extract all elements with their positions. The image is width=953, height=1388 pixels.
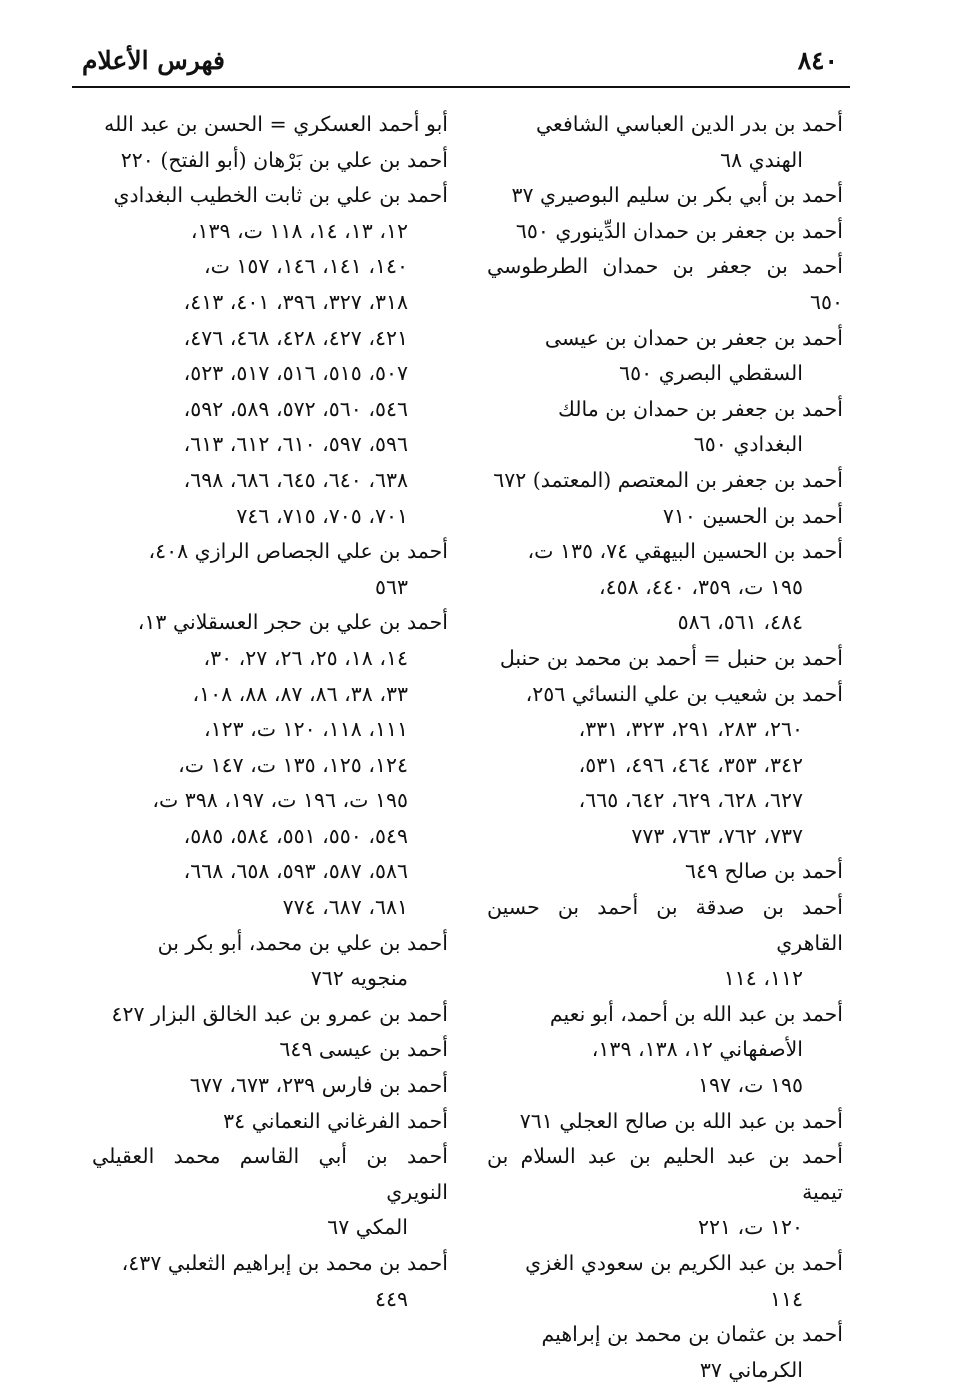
index-entry	[487, 214, 843, 250]
index-entry	[487, 178, 843, 214]
entry-heading-line: أحمد بن صالح ٦٤٩	[684, 859, 843, 884]
entry-continuation-line: ١١٤	[769, 1286, 803, 1311]
entry-continuation-line: ٦٢٧، ٦٢٨، ٦٢٩، ٦٤٢، ٦٦٥،	[578, 788, 803, 813]
entry-heading-line: أحمد بن صدقة بن أحمد بن حسين القاهري	[487, 895, 843, 955]
entry-continuation-line: ٣٤٢، ٣٥٣، ٤٦٤، ٤٩٦، ٥٣١،	[578, 752, 803, 777]
entry-heading-line: أحمد بن عبد الله بن أحمد، أبو نعيم	[549, 1001, 843, 1026]
index-entry	[92, 1246, 448, 1317]
entry-heading-line: أحمد بن علي بن حجر العسقلاني ١٣،	[137, 610, 448, 635]
index-entry	[92, 107, 448, 143]
entry-continuation-line: ١٤، ١٨، ٢٥، ٢٦، ٢٧، ٣٠،	[203, 645, 408, 670]
index-column-left	[92, 107, 448, 1317]
entry-continuation-line: ٥٦٣	[374, 574, 408, 599]
entry-continuation-line: الهندي ٦٨	[720, 147, 803, 172]
entry-heading-line: أبو أحمد العسكري = الحسن بن عبد الله	[104, 112, 448, 136]
entry-heading-line: أحمد بن محمد بن إبراهيم الثعلبي ٤٣٧،	[121, 1251, 448, 1275]
entry-heading-line: أحمد بن عبد الكريم بن سعودي الغزي	[525, 1251, 843, 1275]
entry-continuation-line: ٥٤٩، ٥٥٠، ٥٥١، ٥٨٤، ٥٨٥،	[183, 823, 408, 848]
index-entry	[92, 534, 448, 605]
entry-continuation-line: ١٢٤، ١٢٥، ١٣٥ ت، ١٤٧ ت،	[178, 752, 408, 777]
entry-continuation-line: ١٩٥ ت، ١٩٧	[697, 1073, 803, 1098]
entry-continuation-line: المكي ٦٧	[327, 1215, 408, 1240]
index-entry	[487, 499, 843, 535]
entry-continuation-line: البغدادي ٦٥٠	[693, 432, 803, 457]
entry-continuation-line: ٧٣٧، ٧٦٢، ٧٦٣، ٧٧٣	[631, 823, 803, 848]
entry-continuation-line: ٧٠١، ٧٠٥، ٧١٥، ٧٤٦	[236, 503, 408, 528]
entry-heading-line: أحمد الفرغاني النعماني ٣٤	[223, 1108, 448, 1133]
entry-heading-line: أحمد بن علي بن ثابت الخطيب البغدادي	[113, 183, 448, 208]
index-entry	[487, 1139, 843, 1246]
entry-continuation-line: ٤٢١، ٤٢٧، ٤٢٨، ٤٦٨، ٤٧٦،	[183, 325, 408, 350]
entry-heading-line: أحمد بن عثمان بن محمد بن إبراهيم	[541, 1322, 843, 1347]
index-entry	[92, 605, 448, 925]
index-entry	[487, 1104, 843, 1140]
entry-heading-line: أحمد بن جعفر بن حمدان الطرطوسي ٦٥٠	[487, 254, 843, 314]
entry-continuation-line: ٣٣، ٣٨، ٨٦، ٨٧، ٨٨، ١٠٨،	[192, 681, 408, 706]
entry-heading-line: أحمد بن الحسين ٧١٠	[662, 503, 843, 528]
entry-heading-line: أحمد بن أبي القاسم محمد العقيلي النويري	[92, 1144, 448, 1204]
index-entry	[487, 641, 843, 677]
entry-heading-line: أحمد بن جعفر بن حمدان الدِّينوري ٦٥٠	[515, 218, 843, 243]
entry-heading-line: أحمد بن علي بن بَرْهان (أبو الفتح) ٢٢٠	[120, 147, 448, 172]
index-entry	[487, 890, 843, 997]
entry-continuation-line: ١٢٠ ت، ٢٢١	[697, 1215, 803, 1240]
index-entry	[487, 463, 843, 499]
entry-heading-line: أحمد بن فارس ٢٣٩، ٦٧٣، ٦٧٧	[189, 1073, 448, 1098]
entry-continuation-line: ٥٩٦، ٥٩٧، ٦١٠، ٦١٢، ٦١٣،	[183, 432, 408, 457]
entry-heading-line: أحمد بن شعيب بن علي النسائي ٢٥٦،	[525, 681, 843, 706]
entry-continuation-line: ١١٢، ١١٤	[723, 966, 803, 991]
entry-heading-line: أحمد بن عبد الحليم بن عبد السلام بن تيمية	[487, 1144, 843, 1204]
index-entry	[487, 1246, 843, 1317]
index-entry	[487, 321, 843, 392]
entry-heading-line: أحمد بن علي بن محمد، أبو بكر بن	[157, 930, 448, 955]
entry-continuation-line: ٥٠٧، ٥١٥، ٥١٦، ٥١٧، ٥٢٣،	[183, 361, 408, 386]
entry-heading-line: أحمد بن أبي بكر بن سليم البوصيري ٣٧	[511, 183, 843, 208]
entry-heading-line: أحمد بن جعفر بن حمدان بن مالك	[557, 396, 843, 421]
index-entry	[487, 392, 843, 463]
page-header	[72, 42, 850, 92]
entry-heading-line: أحمد بن بدر الدين العباسي الشافعي	[535, 112, 843, 136]
entry-continuation-line: ١١١، ١١٨، ١٢٠ ت، ١٢٣،	[203, 717, 408, 742]
entry-continuation-line: ١٤٠، ١٤١، ١٤٦، ١٥٧ ت،	[203, 254, 408, 279]
entry-heading-line: أحمد بن عمرو بن عبد الخالق البزار ٤٢٧	[111, 1001, 448, 1026]
index-entry	[92, 1139, 448, 1246]
entry-heading-line: أحمد بن علي الجصاص الرازي ٤٠٨،	[148, 539, 448, 564]
running-title: فهرس الأعلام	[82, 46, 226, 75]
entry-continuation-line: الأصفهاني ١٢، ١٣٨، ١٣٩،	[591, 1037, 803, 1062]
page-number: ٨٤٠	[797, 46, 838, 75]
entry-heading-line: أحمد بن جعفر بن المعتصم (المعتمد) ٦٧٢	[493, 467, 843, 492]
entry-continuation-line: ٢٦٠، ٢٨٣، ٢٩١، ٣٢٣، ٣٣١،	[578, 717, 803, 742]
index-entry	[92, 1104, 448, 1140]
entry-continuation-line: السقطي البصري ٦٥٠	[619, 361, 803, 386]
entry-continuation-line: ٣١٨، ٣٢٧، ٣٩٦، ٤٠١، ٤١٣،	[183, 289, 408, 314]
entry-heading-line: أحمد بن عبد الله بن صالح العجلي ٧٦١	[519, 1108, 843, 1133]
index-entry	[92, 143, 448, 179]
entry-heading-line: أحمد بن عيسى ٦٤٩	[279, 1037, 448, 1062]
index-entry	[92, 1068, 448, 1104]
entry-continuation-line: الكرماني ٣٧	[699, 1357, 803, 1382]
index-entry	[92, 1032, 448, 1068]
entry-heading-line: أحمد بن حنبل = أحمد بن محمد بن حنبل	[499, 645, 843, 670]
header-rule	[72, 86, 850, 88]
index-column-right	[487, 107, 843, 1388]
entry-continuation-line: ١٩٥ ت، ١٩٦ ت، ١٩٧، ٣٩٨ ت،	[152, 788, 408, 813]
index-entry	[487, 1317, 843, 1388]
index-entry	[487, 854, 843, 890]
index-entry	[92, 926, 448, 997]
entry-continuation-line: منجويه ٧٦٢	[310, 966, 408, 991]
index-entry	[487, 997, 843, 1104]
index-entry	[487, 677, 843, 855]
entry-continuation-line: ٦٣٨، ٦٤٠، ٦٤٥، ٦٨٦، ٦٩٨،	[183, 467, 408, 492]
index-entry	[487, 107, 843, 178]
entry-continuation-line: ٥٨٦، ٥٨٧، ٥٩٣، ٦٥٨، ٦٦٨،	[183, 859, 408, 884]
entry-heading-line: أحمد بن الحسين البيهقي ٧٤، ١٣٥ ت،	[527, 539, 843, 564]
entry-heading-line: أحمد بن جعفر بن حمدان بن عيسى	[544, 325, 843, 350]
entry-continuation-line: ١٩٥ ت، ٣٥٩، ٤٤٠، ٤٥٨،	[598, 574, 803, 599]
index-entry	[92, 997, 448, 1033]
entry-continuation-line: ٤٤٩	[374, 1286, 408, 1311]
entry-continuation-line: ٥٤٦، ٥٦٠، ٥٧٢، ٥٨٩، ٥٩٢،	[183, 396, 408, 421]
index-entry	[487, 249, 843, 320]
entry-continuation-line: ١٢، ١٣، ١٤، ١١٨ ت، ١٣٩،	[190, 218, 408, 243]
index-entry	[487, 534, 843, 641]
entry-continuation-line: ٤٨٤، ٥٦١، ٥٨٦	[677, 610, 803, 635]
entry-continuation-line: ٦٨١، ٦٨٧، ٧٧٤	[282, 895, 408, 920]
index-entry	[92, 178, 448, 534]
